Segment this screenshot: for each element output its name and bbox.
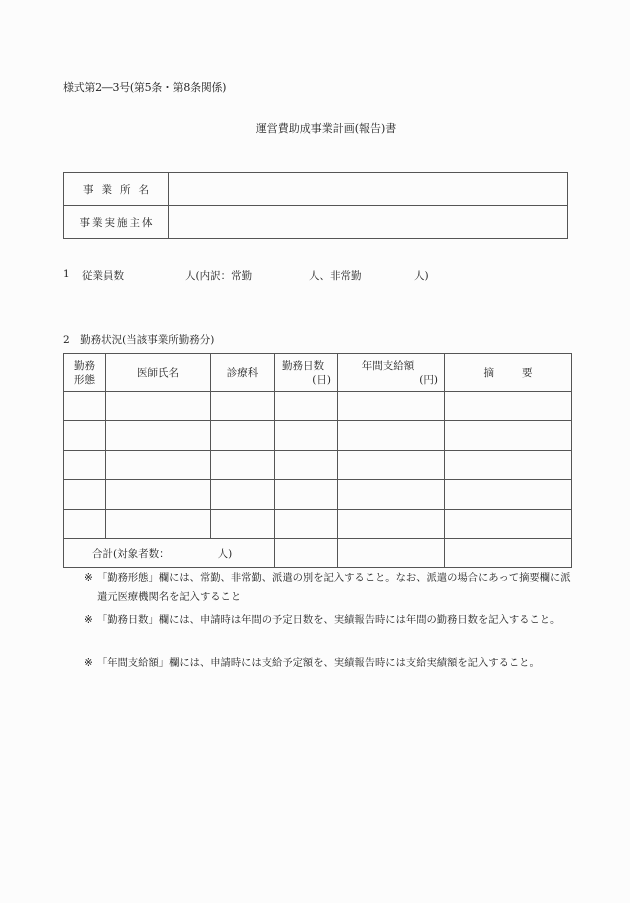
cell-remarks[interactable] (445, 480, 572, 509)
facility-name-label-text: 事業所名 (83, 183, 157, 196)
cell-remarks[interactable] (445, 509, 572, 538)
header-work-days-text: 勤務日数 (282, 359, 324, 372)
total-label-cell (64, 538, 275, 567)
total-annual-pay[interactable] (338, 538, 445, 567)
total-remarks[interactable] (445, 538, 572, 567)
cell-annual-pay[interactable] (338, 450, 445, 479)
cell-work-days[interactable] (275, 392, 338, 421)
cell-annual-pay[interactable] (338, 509, 445, 538)
facility-row (64, 206, 568, 239)
work-status-heading: 2 勤務状況(当該事業所勤務分) (63, 334, 215, 346)
cell-department[interactable] (211, 421, 275, 450)
note-text: 「年間支給額」欄には、申請時には支給予定額を、実績報告時には支給実績額を記入すること。 (97, 657, 540, 669)
table-row (64, 450, 572, 479)
employee-fulltime-unit: 人、非常勤 (309, 270, 362, 282)
table-row (64, 509, 572, 538)
cell-doctor-name[interactable] (106, 421, 211, 450)
note-mark: ※ (84, 614, 93, 626)
cell-department[interactable] (211, 392, 275, 421)
facility-name-label (64, 173, 169, 206)
cell-work-type[interactable] (64, 421, 106, 450)
header-work-type-line1: 勤務 (74, 359, 95, 372)
facility-table (63, 172, 568, 239)
header-doctor-name: 医師氏名 (106, 354, 211, 392)
employee-parttime-unit: 人) (414, 270, 429, 282)
cell-doctor-name[interactable] (106, 480, 211, 509)
header-remarks-text: 摘要 (483, 366, 561, 379)
cell-work-days[interactable] (275, 509, 338, 538)
cell-work-days[interactable] (275, 480, 338, 509)
operator-label-text: 事業実施主体 (79, 216, 155, 229)
cell-remarks[interactable] (445, 392, 572, 421)
header-annual-pay-text: 年間支給額 (361, 359, 415, 372)
cell-work-days[interactable] (275, 421, 338, 450)
total-work-days[interactable] (275, 538, 338, 567)
header-remarks (445, 354, 572, 392)
cell-doctor-name[interactable] (106, 509, 211, 538)
cell-work-type[interactable] (64, 392, 106, 421)
facility-row (64, 173, 568, 206)
cell-remarks[interactable] (445, 421, 572, 450)
cell-department[interactable] (211, 450, 275, 479)
note-mark: ※ (84, 572, 93, 584)
cell-department[interactable] (211, 480, 275, 509)
note-annual-pay (84, 654, 574, 673)
table-row (64, 392, 572, 421)
total-label: 合計(対象者数： (92, 547, 170, 560)
employee-section-number: 1 (63, 268, 70, 280)
document-title: 運営費助成事業計画(報告)書 (255, 122, 397, 135)
operator-label (64, 206, 169, 239)
facility-name-field[interactable] (169, 173, 568, 206)
note-mark: ※ (84, 657, 93, 669)
cell-doctor-name[interactable] (106, 450, 211, 479)
form-number: 様式第2―3号(第5条・第8条関係) (63, 81, 227, 94)
header-annual-pay-unit: (円) (419, 373, 438, 386)
table-row (64, 421, 572, 450)
operator-field[interactable] (169, 206, 568, 239)
total-unit: 人) (217, 547, 233, 560)
header-work-days-unit: (日) (312, 373, 331, 386)
cell-doctor-name[interactable] (106, 392, 211, 421)
table-total-row (64, 538, 572, 567)
header-work-days (275, 354, 338, 392)
header-work-type-line2: 形態 (74, 373, 95, 386)
cell-work-type[interactable] (64, 509, 106, 538)
employee-count-label: 従業員数 (82, 270, 124, 282)
note-work-type (84, 569, 574, 607)
cell-annual-pay[interactable] (338, 392, 445, 421)
cell-department[interactable] (211, 509, 275, 538)
employee-total-unit: 人(内訳：常勤 (185, 270, 253, 282)
cell-annual-pay[interactable] (338, 480, 445, 509)
table-row (64, 480, 572, 509)
note-text: 「勤務形態」欄には、常勤、非常勤、派遣の別を記入すること。なお、派遣の場合にあって摘要欄に派遣元医療機関名を記入すること (97, 572, 571, 603)
header-work-type (64, 354, 106, 392)
cell-work-days[interactable] (275, 450, 338, 479)
work-status-table (63, 353, 572, 568)
cell-work-type[interactable] (64, 450, 106, 479)
header-department: 診療科 (211, 354, 275, 392)
note-work-days (84, 611, 574, 630)
cell-annual-pay[interactable] (338, 421, 445, 450)
header-annual-pay (338, 354, 445, 392)
cell-remarks[interactable] (445, 450, 572, 479)
cell-work-type[interactable] (64, 480, 106, 509)
note-text: 「勤務日数」欄には、申請時は年間の予定日数を、実績報告時には年間の勤務日数を記入すること。 (97, 614, 561, 626)
table-header-row (64, 354, 572, 392)
